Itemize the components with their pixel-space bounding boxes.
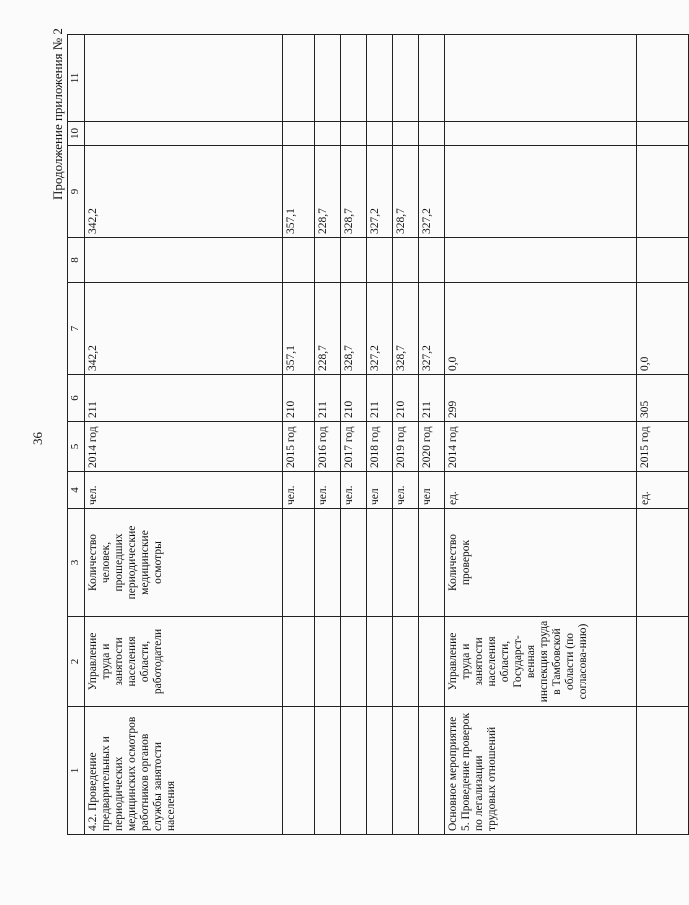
- header-row: [68, 35, 85, 835]
- table-cell: чел.: [393, 472, 419, 509]
- table-cell: [393, 707, 419, 835]
- table-cell: 327,2: [367, 283, 393, 375]
- table-cell: [85, 35, 283, 122]
- table-cell: 0,0: [637, 283, 689, 375]
- table-cell: 327,2: [419, 146, 445, 238]
- table-cell: Количество проверок: [445, 509, 637, 617]
- column-header: 2: [68, 617, 85, 707]
- table-cell: [315, 35, 341, 122]
- column-header: 4: [68, 472, 85, 509]
- table-cell: чел.: [85, 472, 283, 509]
- table-row: [283, 35, 315, 835]
- table-cell: [637, 238, 689, 283]
- table-cell: Основное мероприятие 5. Проведение проверок по легализации трудовых отношений: [445, 707, 637, 835]
- table-cell: [283, 617, 315, 707]
- table-row: [445, 35, 637, 835]
- table-cell: Количество человек, прошедших периодические медицинские осмотры: [85, 509, 283, 617]
- column-header: 9: [68, 146, 85, 238]
- table-cell: 2018 год: [367, 422, 393, 472]
- table-cell: чел: [419, 472, 445, 509]
- table-cell: [637, 35, 689, 122]
- table-cell: [283, 238, 315, 283]
- table-cell: 299: [445, 375, 637, 422]
- column-header: 7: [68, 283, 85, 375]
- table-cell: Управление труда и занятости населения области, работодатели: [85, 617, 283, 707]
- table-cell: 211: [315, 375, 341, 422]
- table-cell: 2014 год: [445, 422, 637, 472]
- table-cell: чел: [367, 472, 393, 509]
- table-cell: [393, 122, 419, 146]
- table-cell: [419, 707, 445, 835]
- table-cell: 228,7: [315, 146, 341, 238]
- table-cell: [315, 238, 341, 283]
- table-row: [315, 35, 341, 835]
- table-cell: 4.2. Проведение предварительных и периодических медицинских осмотров работников органов службы занятости населения: [85, 707, 283, 835]
- column-header: 5: [68, 422, 85, 472]
- column-header: 3: [68, 509, 85, 617]
- table-cell: [341, 122, 367, 146]
- table-cell: [341, 238, 367, 283]
- table-cell: [419, 35, 445, 122]
- table-cell: [341, 617, 367, 707]
- table-cell: 328,7: [341, 146, 367, 238]
- table-cell: [637, 122, 689, 146]
- table-cell: [393, 509, 419, 617]
- table-cell: 211: [419, 375, 445, 422]
- table-row: [367, 35, 393, 835]
- table-cell: [367, 122, 393, 146]
- table-cell: [445, 122, 637, 146]
- table-cell: [393, 617, 419, 707]
- table-cell: 211: [367, 375, 393, 422]
- table-cell: 2016 год: [315, 422, 341, 472]
- table-cell: [315, 122, 341, 146]
- table-cell: [393, 35, 419, 122]
- table-cell: [341, 509, 367, 617]
- table-cell: 2019 год: [393, 422, 419, 472]
- table-cell: [445, 146, 637, 238]
- table-cell: [315, 707, 341, 835]
- table-cell: [637, 617, 689, 707]
- table-cell: [341, 35, 367, 122]
- table-cell: [419, 122, 445, 146]
- table-cell: [283, 707, 315, 835]
- table-cell: чел.: [341, 472, 367, 509]
- table-cell: [85, 238, 283, 283]
- table-cell: [341, 707, 367, 835]
- table-cell: 305: [637, 375, 689, 422]
- table-cell: [315, 509, 341, 617]
- table-cell: 210: [283, 375, 315, 422]
- column-header: 6: [68, 375, 85, 422]
- table-cell: [367, 238, 393, 283]
- table-cell: 2017 год: [341, 422, 367, 472]
- table-cell: 328,7: [341, 283, 367, 375]
- table-cell: [637, 707, 689, 835]
- data-table: [67, 34, 689, 835]
- table-cell: [85, 122, 283, 146]
- table-cell: 327,2: [367, 146, 393, 238]
- table-row: [419, 35, 445, 835]
- table-cell: ед.: [445, 472, 637, 509]
- table-cell: [419, 509, 445, 617]
- table-cell: 228,7: [315, 283, 341, 375]
- column-header: 8: [68, 238, 85, 283]
- table-cell: 211: [85, 375, 283, 422]
- table-row: [341, 35, 367, 835]
- rotated-table-container: [67, 35, 651, 835]
- table-cell: 342,2: [85, 283, 283, 375]
- table-row: [85, 35, 283, 835]
- table-cell: [419, 238, 445, 283]
- table-cell: 2014 год: [85, 422, 283, 472]
- table-cell: ед.: [637, 472, 689, 509]
- table-cell: [315, 617, 341, 707]
- table-cell: чел.: [283, 472, 315, 509]
- table-row: [637, 35, 689, 835]
- table-cell: [393, 238, 419, 283]
- table-cell: [283, 509, 315, 617]
- table-cell: 0,0: [445, 283, 637, 375]
- table-cell: 328,7: [393, 146, 419, 238]
- table-cell: 2020 год: [419, 422, 445, 472]
- table-cell: 327,2: [419, 283, 445, 375]
- table-cell: [445, 238, 637, 283]
- column-header: 10: [68, 122, 85, 146]
- table-cell: [445, 35, 637, 122]
- table-cell: [283, 35, 315, 122]
- table-cell: [367, 707, 393, 835]
- table-cell: [367, 617, 393, 707]
- table-cell: [419, 617, 445, 707]
- table-cell: 2015 год: [283, 422, 315, 472]
- table-cell: 210: [393, 375, 419, 422]
- table-cell: чел.: [315, 472, 341, 509]
- table-cell: 357,1: [283, 146, 315, 238]
- table-cell: [637, 509, 689, 617]
- column-header: 1: [68, 707, 85, 835]
- table-cell: 2015 год: [637, 422, 689, 472]
- page-number: 36: [30, 432, 45, 445]
- table-cell: [367, 509, 393, 617]
- table-cell: 210: [341, 375, 367, 422]
- table-cell: 357,1: [283, 283, 315, 375]
- continuation-note: Продолжение приложения № 2: [50, 28, 65, 200]
- table-cell: [637, 146, 689, 238]
- column-header: 11: [68, 35, 85, 122]
- table-row: [393, 35, 419, 835]
- table-cell: Управление труда и занятости населения области, Государст-венная инспекция труда в Тамбовской области (по согласова-нию): [445, 617, 637, 707]
- table-cell: 342,2: [85, 146, 283, 238]
- table-cell: [367, 35, 393, 122]
- table-cell: 328,7: [393, 283, 419, 375]
- table-cell: [283, 122, 315, 146]
